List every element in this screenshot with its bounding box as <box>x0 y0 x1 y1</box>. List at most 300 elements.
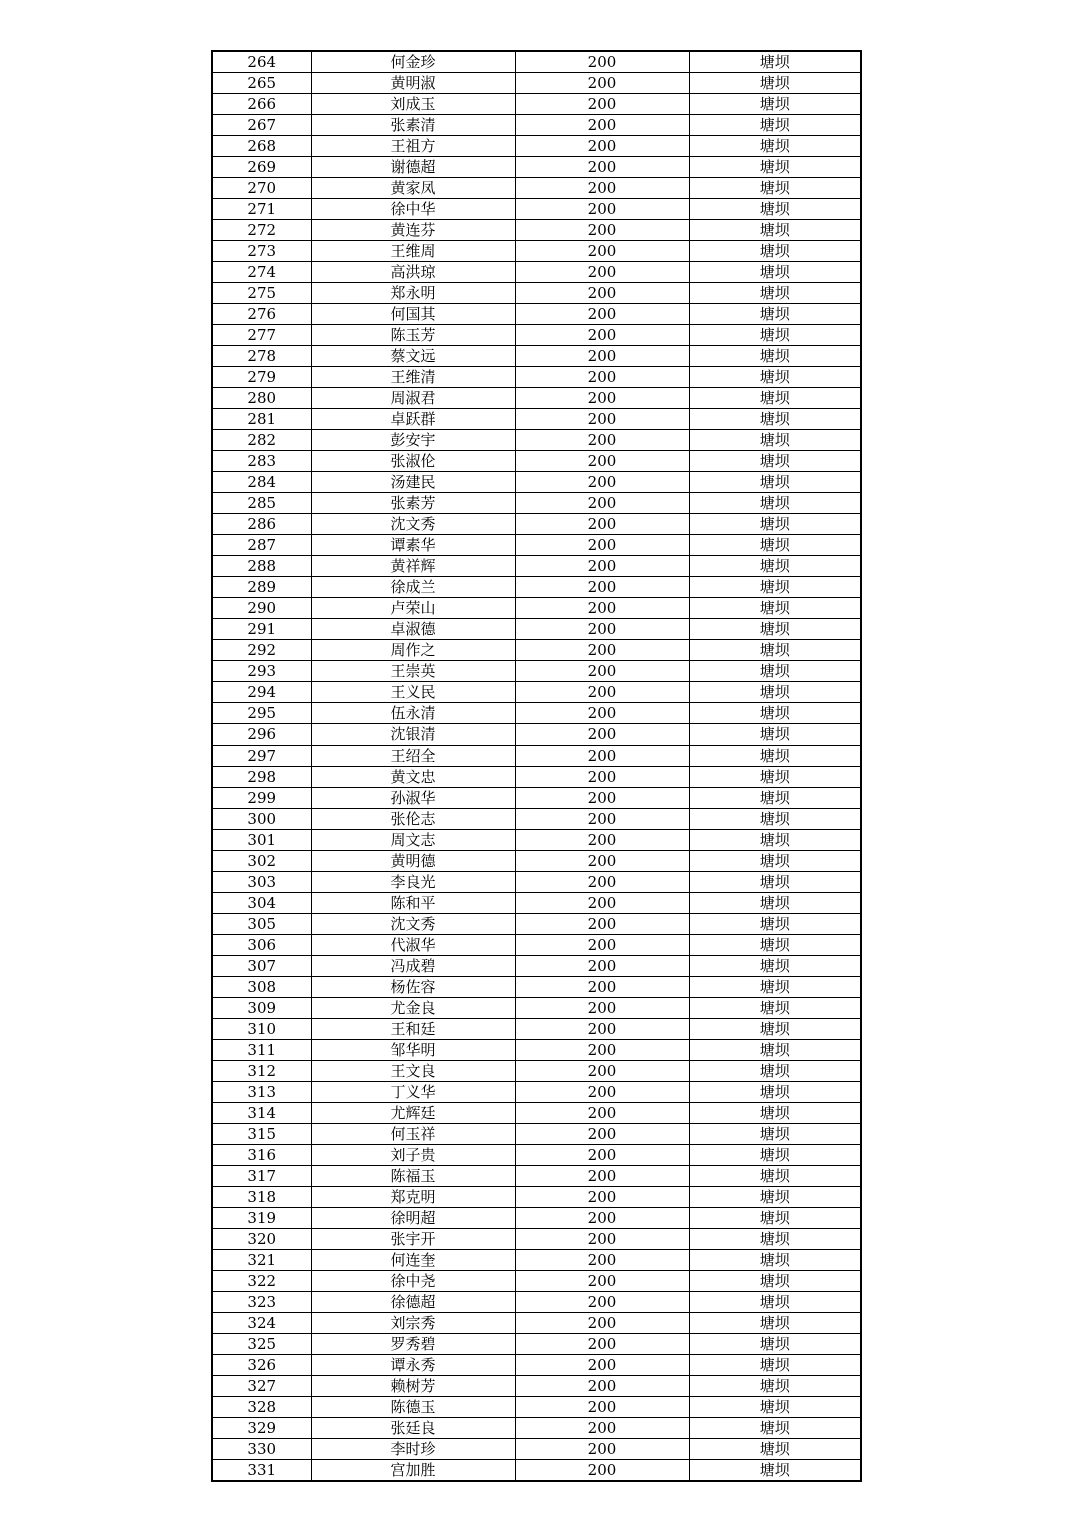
amount-cell: 200 <box>515 157 689 178</box>
name-cell: 王文良 <box>311 1060 515 1081</box>
name-cell: 沈文秀 <box>311 514 515 535</box>
name-cell: 王绍全 <box>311 745 515 766</box>
table-row <box>212 73 861 94</box>
row-number-cell: 305 <box>212 913 311 934</box>
table-row <box>212 1312 861 1333</box>
row-number-cell: 310 <box>212 1018 311 1039</box>
table-row <box>212 325 861 346</box>
location-cell: 塘坝 <box>689 1081 861 1102</box>
amount-cell: 200 <box>515 1418 689 1439</box>
table-row <box>212 808 861 829</box>
name-cell: 何国其 <box>311 304 515 325</box>
name-cell: 李时珍 <box>311 1439 515 1460</box>
location-cell: 塘坝 <box>689 1375 861 1396</box>
row-number-cell: 302 <box>212 850 311 871</box>
amount-cell: 200 <box>515 976 689 997</box>
name-cell: 陈德玉 <box>311 1396 515 1417</box>
location-cell: 塘坝 <box>689 871 861 892</box>
row-number-cell: 290 <box>212 598 311 619</box>
row-number-cell: 269 <box>212 157 311 178</box>
row-number-cell: 287 <box>212 535 311 556</box>
row-number-cell: 303 <box>212 871 311 892</box>
table-row <box>212 1123 861 1144</box>
location-cell: 塘坝 <box>689 808 861 829</box>
row-number-cell: 320 <box>212 1228 311 1249</box>
row-number-cell: 273 <box>212 241 311 262</box>
location-cell: 塘坝 <box>689 514 861 535</box>
location-cell: 塘坝 <box>689 1186 861 1207</box>
table-row <box>212 1039 861 1060</box>
row-number-cell: 318 <box>212 1186 311 1207</box>
table-row <box>212 430 861 451</box>
location-cell: 塘坝 <box>689 913 861 934</box>
name-cell: 赖树芳 <box>311 1375 515 1396</box>
location-cell: 塘坝 <box>689 115 861 136</box>
table-row <box>212 1207 861 1228</box>
row-number-cell: 281 <box>212 409 311 430</box>
location-cell: 塘坝 <box>689 136 861 157</box>
row-number-cell: 274 <box>212 262 311 283</box>
location-cell: 塘坝 <box>689 829 861 850</box>
row-number-cell: 268 <box>212 136 311 157</box>
row-number-cell: 288 <box>212 556 311 577</box>
row-number-cell: 296 <box>212 724 311 745</box>
amount-cell: 200 <box>515 892 689 913</box>
row-number-cell: 265 <box>212 73 311 94</box>
name-cell: 高洪琼 <box>311 262 515 283</box>
name-cell: 卢荣山 <box>311 598 515 619</box>
row-number-cell: 313 <box>212 1081 311 1102</box>
location-cell: 塘坝 <box>689 220 861 241</box>
amount-cell: 200 <box>515 388 689 409</box>
roster-table <box>211 50 862 1482</box>
location-cell: 塘坝 <box>689 1228 861 1249</box>
amount-cell: 200 <box>515 955 689 976</box>
amount-cell: 200 <box>515 1060 689 1081</box>
name-cell: 王义民 <box>311 682 515 703</box>
name-cell: 罗秀碧 <box>311 1333 515 1354</box>
table-row <box>212 1418 861 1439</box>
row-number-cell: 289 <box>212 577 311 598</box>
table-row <box>212 1333 861 1354</box>
row-number-cell: 292 <box>212 640 311 661</box>
name-cell: 尤辉廷 <box>311 1102 515 1123</box>
amount-cell: 200 <box>515 283 689 304</box>
row-number-cell: 275 <box>212 283 311 304</box>
table-row <box>212 892 861 913</box>
name-cell: 汤建民 <box>311 472 515 493</box>
table-row <box>212 493 861 514</box>
table-row <box>212 283 861 304</box>
name-cell: 宫加胜 <box>311 1460 515 1482</box>
location-cell: 塘坝 <box>689 934 861 955</box>
name-cell: 周淑君 <box>311 388 515 409</box>
name-cell: 徐明超 <box>311 1207 515 1228</box>
location-cell: 塘坝 <box>689 304 861 325</box>
location-cell: 塘坝 <box>689 577 861 598</box>
amount-cell: 200 <box>515 304 689 325</box>
amount-cell: 200 <box>515 1102 689 1123</box>
table-row <box>212 661 861 682</box>
location-cell: 塘坝 <box>689 1418 861 1439</box>
name-cell: 王祖方 <box>311 136 515 157</box>
location-cell: 塘坝 <box>689 472 861 493</box>
table-row <box>212 94 861 115</box>
row-number-cell: 306 <box>212 934 311 955</box>
amount-cell: 200 <box>515 430 689 451</box>
amount-cell: 200 <box>515 409 689 430</box>
location-cell: 塘坝 <box>689 388 861 409</box>
row-number-cell: 331 <box>212 1460 311 1482</box>
amount-cell: 200 <box>515 1249 689 1270</box>
table-row <box>212 829 861 850</box>
amount-cell: 200 <box>515 1123 689 1144</box>
location-cell: 塘坝 <box>689 451 861 472</box>
location-cell: 塘坝 <box>689 283 861 304</box>
amount-cell: 200 <box>515 745 689 766</box>
location-cell: 塘坝 <box>689 241 861 262</box>
table-row <box>212 598 861 619</box>
table-row <box>212 304 861 325</box>
name-cell: 邹华明 <box>311 1039 515 1060</box>
name-cell: 黄明德 <box>311 850 515 871</box>
row-number-cell: 322 <box>212 1270 311 1291</box>
name-cell: 黄家凤 <box>311 178 515 199</box>
table-row <box>212 1165 861 1186</box>
name-cell: 张宇开 <box>311 1228 515 1249</box>
row-number-cell: 276 <box>212 304 311 325</box>
location-cell: 塘坝 <box>689 745 861 766</box>
amount-cell: 200 <box>515 1312 689 1333</box>
amount-cell: 200 <box>515 913 689 934</box>
amount-cell: 200 <box>515 1207 689 1228</box>
row-number-cell: 316 <box>212 1144 311 1165</box>
amount-cell: 200 <box>515 115 689 136</box>
amount-cell: 200 <box>515 136 689 157</box>
table-row <box>212 1270 861 1291</box>
name-cell: 何金珍 <box>311 51 515 73</box>
amount-cell: 200 <box>515 682 689 703</box>
roster-table-body <box>212 51 861 1481</box>
amount-cell: 200 <box>515 178 689 199</box>
amount-cell: 200 <box>515 262 689 283</box>
row-number-cell: 329 <box>212 1418 311 1439</box>
location-cell: 塘坝 <box>689 703 861 724</box>
location-cell: 塘坝 <box>689 430 861 451</box>
location-cell: 塘坝 <box>689 976 861 997</box>
row-number-cell: 279 <box>212 367 311 388</box>
name-cell: 卓淑德 <box>311 619 515 640</box>
location-cell: 塘坝 <box>689 325 861 346</box>
name-cell: 代淑华 <box>311 934 515 955</box>
location-cell: 塘坝 <box>689 1270 861 1291</box>
row-number-cell: 299 <box>212 787 311 808</box>
name-cell: 谢德超 <box>311 157 515 178</box>
location-cell: 塘坝 <box>689 1060 861 1081</box>
amount-cell: 200 <box>515 1270 689 1291</box>
table-row <box>212 556 861 577</box>
amount-cell: 200 <box>515 766 689 787</box>
location-cell: 塘坝 <box>689 661 861 682</box>
table-row <box>212 1291 861 1312</box>
name-cell: 彭安宇 <box>311 430 515 451</box>
row-number-cell: 300 <box>212 808 311 829</box>
name-cell: 伍永清 <box>311 703 515 724</box>
amount-cell: 200 <box>515 325 689 346</box>
amount-cell: 200 <box>515 619 689 640</box>
name-cell: 刘成玉 <box>311 94 515 115</box>
amount-cell: 200 <box>515 661 689 682</box>
row-number-cell: 330 <box>212 1439 311 1460</box>
location-cell: 塘坝 <box>689 892 861 913</box>
location-cell: 塘坝 <box>689 1144 861 1165</box>
name-cell: 郑永明 <box>311 283 515 304</box>
table-row <box>212 766 861 787</box>
table-row <box>212 640 861 661</box>
row-number-cell: 324 <box>212 1312 311 1333</box>
row-number-cell: 297 <box>212 745 311 766</box>
name-cell: 沈文秀 <box>311 913 515 934</box>
row-number-cell: 271 <box>212 199 311 220</box>
table-row <box>212 178 861 199</box>
location-cell: 塘坝 <box>689 157 861 178</box>
amount-cell: 200 <box>515 703 689 724</box>
row-number-cell: 317 <box>212 1165 311 1186</box>
row-number-cell: 285 <box>212 493 311 514</box>
row-number-cell: 266 <box>212 94 311 115</box>
table-row <box>212 1228 861 1249</box>
amount-cell: 200 <box>515 1144 689 1165</box>
amount-cell: 200 <box>515 1333 689 1354</box>
location-cell: 塘坝 <box>689 1354 861 1375</box>
table-row <box>212 871 861 892</box>
row-number-cell: 314 <box>212 1102 311 1123</box>
name-cell: 刘子贵 <box>311 1144 515 1165</box>
location-cell: 塘坝 <box>689 346 861 367</box>
row-number-cell: 308 <box>212 976 311 997</box>
table-row <box>212 724 861 745</box>
location-cell: 塘坝 <box>689 787 861 808</box>
table-row <box>212 577 861 598</box>
location-cell: 塘坝 <box>689 1439 861 1460</box>
location-cell: 塘坝 <box>689 997 861 1018</box>
location-cell: 塘坝 <box>689 1018 861 1039</box>
row-number-cell: 326 <box>212 1354 311 1375</box>
name-cell: 谭素华 <box>311 535 515 556</box>
location-cell: 塘坝 <box>689 262 861 283</box>
location-cell: 塘坝 <box>689 199 861 220</box>
amount-cell: 200 <box>515 871 689 892</box>
row-number-cell: 294 <box>212 682 311 703</box>
name-cell: 王维周 <box>311 241 515 262</box>
row-number-cell: 264 <box>212 51 311 73</box>
location-cell: 塘坝 <box>689 51 861 73</box>
table-row <box>212 850 861 871</box>
amount-cell: 200 <box>515 1460 689 1482</box>
name-cell: 孙淑华 <box>311 787 515 808</box>
location-cell: 塘坝 <box>689 409 861 430</box>
row-number-cell: 325 <box>212 1333 311 1354</box>
location-cell: 塘坝 <box>689 1333 861 1354</box>
location-cell: 塘坝 <box>689 640 861 661</box>
amount-cell: 200 <box>515 598 689 619</box>
location-cell: 塘坝 <box>689 955 861 976</box>
amount-cell: 200 <box>515 241 689 262</box>
row-number-cell: 319 <box>212 1207 311 1228</box>
row-number-cell: 304 <box>212 892 311 913</box>
table-row <box>212 619 861 640</box>
amount-cell: 200 <box>515 514 689 535</box>
amount-cell: 200 <box>515 808 689 829</box>
location-cell: 塘坝 <box>689 367 861 388</box>
amount-cell: 200 <box>515 787 689 808</box>
table-row <box>212 451 861 472</box>
amount-cell: 200 <box>515 51 689 73</box>
name-cell: 徐中尧 <box>311 1270 515 1291</box>
location-cell: 塘坝 <box>689 619 861 640</box>
table-row <box>212 997 861 1018</box>
amount-cell: 200 <box>515 1291 689 1312</box>
table-row <box>212 367 861 388</box>
table-row <box>212 934 861 955</box>
name-cell: 周作之 <box>311 640 515 661</box>
table-row <box>212 241 861 262</box>
amount-cell: 200 <box>515 640 689 661</box>
table-row <box>212 745 861 766</box>
row-number-cell: 280 <box>212 388 311 409</box>
table-row <box>212 1354 861 1375</box>
location-cell: 塘坝 <box>689 1249 861 1270</box>
amount-cell: 200 <box>515 493 689 514</box>
table-row <box>212 115 861 136</box>
row-number-cell: 295 <box>212 703 311 724</box>
row-number-cell: 270 <box>212 178 311 199</box>
table-row <box>212 514 861 535</box>
name-cell: 郑克明 <box>311 1186 515 1207</box>
table-row <box>212 1081 861 1102</box>
table-row <box>212 1396 861 1417</box>
row-number-cell: 267 <box>212 115 311 136</box>
amount-cell: 200 <box>515 1439 689 1460</box>
table-row <box>212 136 861 157</box>
name-cell: 黄连芬 <box>311 220 515 241</box>
amount-cell: 200 <box>515 535 689 556</box>
name-cell: 黄文忠 <box>311 766 515 787</box>
row-number-cell: 311 <box>212 1039 311 1060</box>
location-cell: 塘坝 <box>689 682 861 703</box>
row-number-cell: 298 <box>212 766 311 787</box>
row-number-cell: 283 <box>212 451 311 472</box>
location-cell: 塘坝 <box>689 1312 861 1333</box>
table-row <box>212 472 861 493</box>
row-number-cell: 291 <box>212 619 311 640</box>
amount-cell: 200 <box>515 73 689 94</box>
amount-cell: 200 <box>515 556 689 577</box>
row-number-cell: 312 <box>212 1060 311 1081</box>
location-cell: 塘坝 <box>689 535 861 556</box>
table-row <box>212 535 861 556</box>
location-cell: 塘坝 <box>689 1291 861 1312</box>
amount-cell: 200 <box>515 472 689 493</box>
amount-cell: 200 <box>515 829 689 850</box>
name-cell: 周文志 <box>311 829 515 850</box>
row-number-cell: 301 <box>212 829 311 850</box>
table-row <box>212 1460 861 1482</box>
amount-cell: 200 <box>515 1186 689 1207</box>
name-cell: 何连奎 <box>311 1249 515 1270</box>
location-cell: 塘坝 <box>689 1165 861 1186</box>
location-cell: 塘坝 <box>689 94 861 115</box>
table-row <box>212 1102 861 1123</box>
amount-cell: 200 <box>515 1375 689 1396</box>
table-row <box>212 1144 861 1165</box>
row-number-cell: 286 <box>212 514 311 535</box>
name-cell: 丁义华 <box>311 1081 515 1102</box>
amount-cell: 200 <box>515 367 689 388</box>
amount-cell: 200 <box>515 934 689 955</box>
table-row <box>212 976 861 997</box>
name-cell: 刘宗秀 <box>311 1312 515 1333</box>
table-row <box>212 955 861 976</box>
table-row <box>212 1249 861 1270</box>
name-cell: 徐成兰 <box>311 577 515 598</box>
row-number-cell: 293 <box>212 661 311 682</box>
row-number-cell: 277 <box>212 325 311 346</box>
amount-cell: 200 <box>515 1039 689 1060</box>
table-row <box>212 787 861 808</box>
amount-cell: 200 <box>515 1228 689 1249</box>
table-row <box>212 1060 861 1081</box>
name-cell: 陈福玉 <box>311 1165 515 1186</box>
table-row <box>212 388 861 409</box>
location-cell: 塘坝 <box>689 1039 861 1060</box>
row-number-cell: 272 <box>212 220 311 241</box>
name-cell: 卓跃群 <box>311 409 515 430</box>
name-cell: 徐德超 <box>311 1291 515 1312</box>
row-number-cell: 309 <box>212 997 311 1018</box>
name-cell: 张伦志 <box>311 808 515 829</box>
table-row <box>212 199 861 220</box>
amount-cell: 200 <box>515 724 689 745</box>
location-cell: 塘坝 <box>689 1460 861 1482</box>
name-cell: 李良光 <box>311 871 515 892</box>
name-cell: 黄明淑 <box>311 73 515 94</box>
row-number-cell: 284 <box>212 472 311 493</box>
row-number-cell: 307 <box>212 955 311 976</box>
name-cell: 张淑伦 <box>311 451 515 472</box>
location-cell: 塘坝 <box>689 850 861 871</box>
location-cell: 塘坝 <box>689 1123 861 1144</box>
table-row <box>212 913 861 934</box>
amount-cell: 200 <box>515 346 689 367</box>
name-cell: 杨佐容 <box>311 976 515 997</box>
row-number-cell: 328 <box>212 1396 311 1417</box>
name-cell: 张廷良 <box>311 1418 515 1439</box>
table-row <box>212 157 861 178</box>
location-cell: 塘坝 <box>689 1207 861 1228</box>
row-number-cell: 327 <box>212 1375 311 1396</box>
location-cell: 塘坝 <box>689 1396 861 1417</box>
amount-cell: 200 <box>515 1018 689 1039</box>
amount-cell: 200 <box>515 199 689 220</box>
location-cell: 塘坝 <box>689 556 861 577</box>
name-cell: 沈银清 <box>311 724 515 745</box>
name-cell: 冯成碧 <box>311 955 515 976</box>
row-number-cell: 278 <box>212 346 311 367</box>
location-cell: 塘坝 <box>689 493 861 514</box>
amount-cell: 200 <box>515 997 689 1018</box>
amount-cell: 200 <box>515 1396 689 1417</box>
